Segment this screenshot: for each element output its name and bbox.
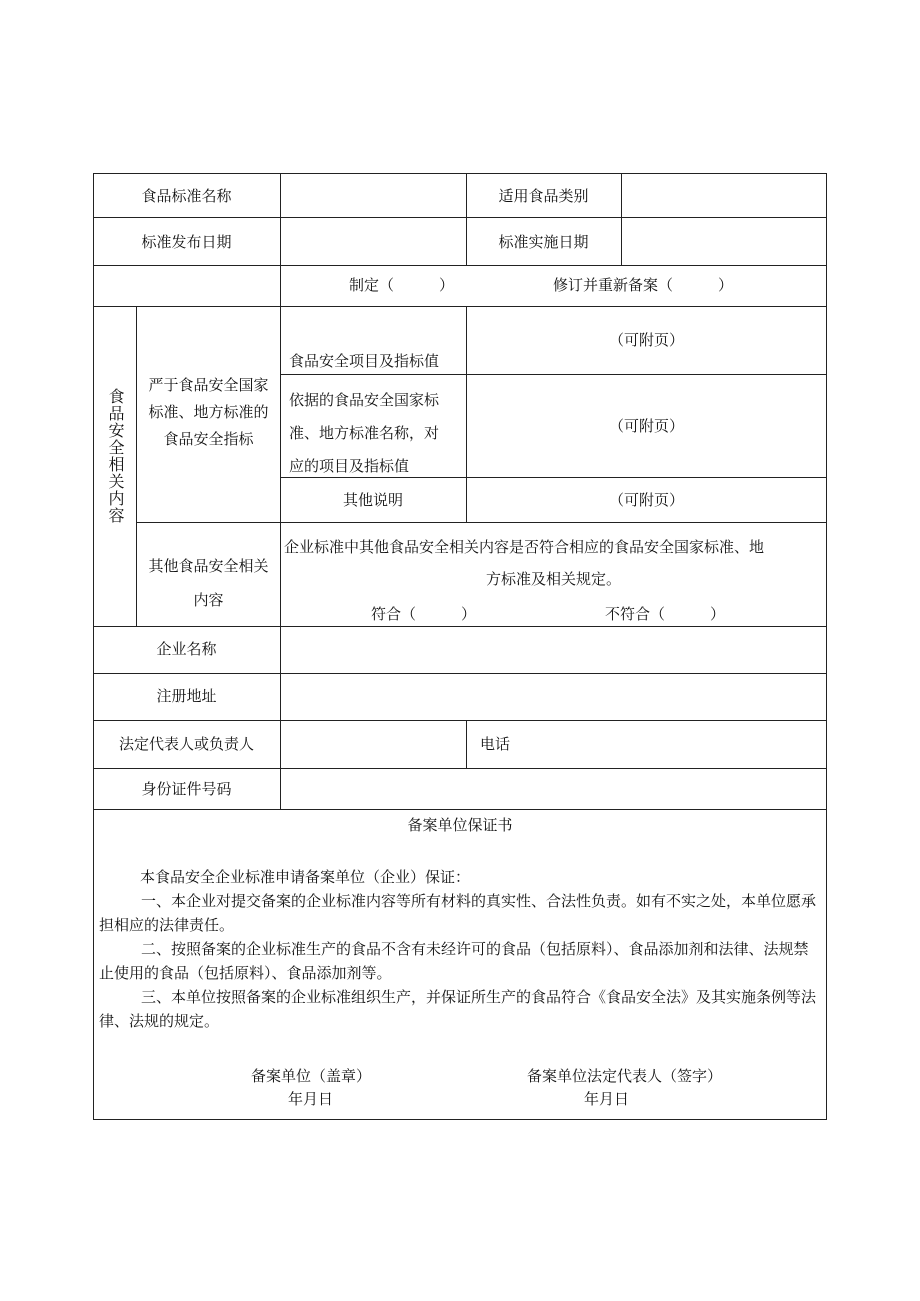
guarantee-item-1: 一、本企业对提交备案的企业标准内容等所有材料的真实性、合法性负责。如有不实之处，本单位愿承担相应的法律责任。 xyxy=(99,892,817,934)
seal-date-label: 年月日 xyxy=(288,1090,334,1108)
legal-rep-label: 法定代表人或负责人 xyxy=(118,735,254,753)
border-bottom xyxy=(93,1119,827,1120)
stricter-label-line: 食品安全指标 xyxy=(163,430,254,448)
formulate-option[interactable]: 制定（ ） xyxy=(349,276,455,294)
other-safety-content-label xyxy=(137,549,280,617)
not-comply-option[interactable]: 不符合（ ） xyxy=(605,605,726,623)
comply-option[interactable]: 符合（ ） xyxy=(371,605,477,623)
basis-label-line: 准、地方标准名称，对 xyxy=(289,424,440,442)
phone-field[interactable] xyxy=(523,721,826,768)
attach-note: （可附页） xyxy=(608,417,684,435)
basis-label-line: 应的项目及指标值 xyxy=(289,457,410,475)
food-standard-name-field[interactable] xyxy=(281,174,466,217)
row-divider xyxy=(93,306,827,307)
other-safety-label-line: 其他食品安全相关 xyxy=(148,557,269,575)
border-right xyxy=(826,173,827,1120)
applicable-food-category-label: 适用食品类别 xyxy=(498,187,589,205)
guarantee-intro: 本食品安全企业标准申请备案单位（企业）保证： xyxy=(140,868,471,886)
row-divider xyxy=(136,522,827,523)
row-divider xyxy=(93,809,827,810)
registered-address-label: 注册地址 xyxy=(156,687,217,705)
safety-items-label: 食品安全项目及指标值 xyxy=(289,352,440,370)
guarantee-item-3: 三、本单位按照备案的企业标准组织生产，并保证所生产的食品符合《食品安全法》及其实施条例等法律、法规的规定。 xyxy=(99,988,817,1030)
id-number-label: 身份证件号码 xyxy=(141,780,232,798)
row-divider xyxy=(93,265,827,266)
other-safety-label-line: 内容 xyxy=(193,591,224,609)
food-standard-name-label: 食品标准名称 xyxy=(141,187,232,205)
standard-publish-date-field[interactable] xyxy=(281,218,466,265)
attach-note: （可附页） xyxy=(608,491,684,509)
stricter-indicators-label xyxy=(137,372,280,453)
section-label-food-safety: 食品安全相关内容 xyxy=(106,388,125,524)
standard-publish-date-label: 标准发布日期 xyxy=(141,233,232,251)
standard-implement-date-field[interactable] xyxy=(622,218,826,265)
compliance-question-line: 企业标准中其他食品安全相关内容是否符合相应的食品安全国家标准、地 xyxy=(284,538,765,556)
sign-date-label: 年月日 xyxy=(584,1090,630,1108)
enterprise-name-field[interactable] xyxy=(281,627,826,673)
attach-note: （可附页） xyxy=(608,331,684,349)
col-divider xyxy=(466,720,467,769)
seal-label: 备案单位（盖章） xyxy=(251,1067,372,1085)
stricter-label-line: 标准、地方标准的 xyxy=(148,403,269,421)
enterprise-name-label: 企业名称 xyxy=(156,640,217,658)
revise-option[interactable]: 修订并重新备案（ ） xyxy=(553,276,734,294)
applicable-food-category-field[interactable] xyxy=(622,174,826,217)
standard-implement-date-label: 标准实施日期 xyxy=(498,233,589,251)
guarantee-title: 备案单位保证书 xyxy=(407,816,513,834)
other-notes-label: 其他说明 xyxy=(342,491,403,509)
legal-rep-field[interactable] xyxy=(281,721,466,768)
basis-label-line: 依据的食品安全国家标 xyxy=(289,391,440,409)
compliance-question-line: 方标准及相关规定。 xyxy=(485,570,621,588)
guarantee-item-2: 二、按照备案的企业标准生产的食品不含有未经许可的食品（包括原料）、食品添加剂和法律、法规禁止使用的食品（包括原料）、食品添加剂等。 xyxy=(99,940,809,982)
sign-label: 备案单位法定代表人（签字） xyxy=(527,1067,723,1085)
stricter-label-line: 严于食品安全国家 xyxy=(148,376,269,394)
registered-address-field[interactable] xyxy=(281,674,826,720)
id-number-field[interactable] xyxy=(281,769,826,809)
basis-label xyxy=(289,384,439,483)
phone-label: 电话 xyxy=(480,735,511,753)
row-divider xyxy=(280,374,827,375)
filing-form-table xyxy=(93,173,827,1120)
